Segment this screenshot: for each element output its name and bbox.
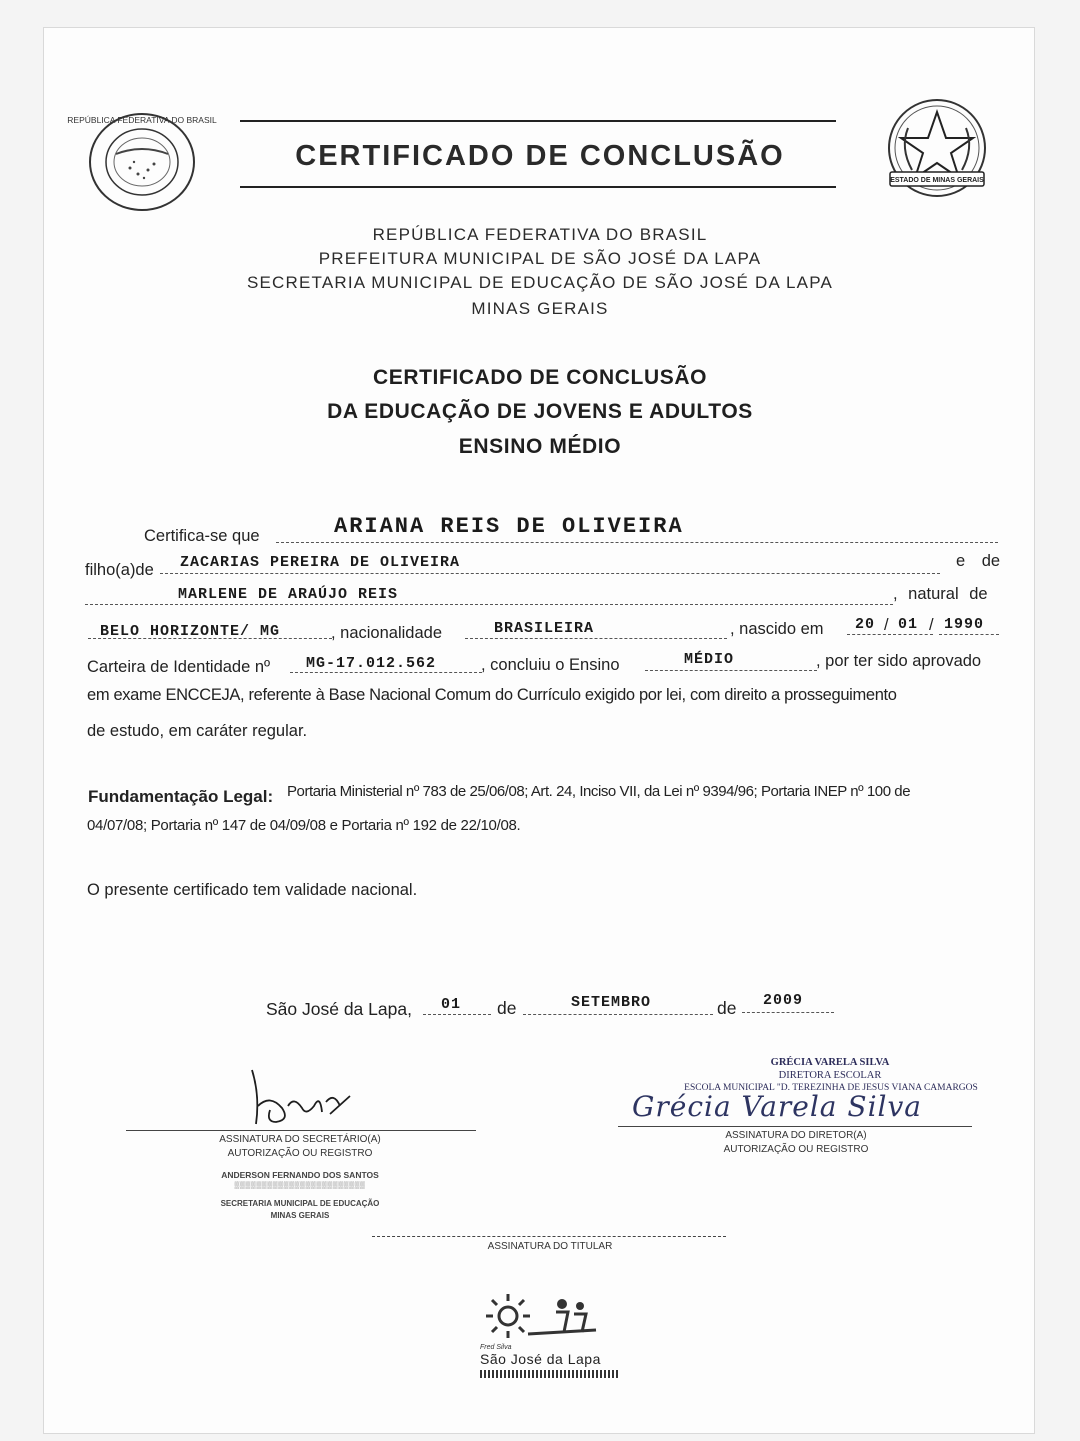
secretary-stamp-2: SECRETARIA MUNICIPAL DE EDUCAÇÃO xyxy=(220,1199,380,1208)
carteira-label: Carteira de Identidade nº xyxy=(87,658,271,676)
concluiu-label: , concluiu o Ensino xyxy=(481,656,620,674)
date-place: São José da Lapa, xyxy=(266,999,412,1019)
date-de-1: de xyxy=(497,998,517,1018)
director-signature: Grécia Varela Silva xyxy=(632,1090,923,1123)
id-number: MG-17.012.562 xyxy=(306,655,437,672)
nascido-label: , nascido em xyxy=(730,620,824,638)
id-underline xyxy=(290,672,482,673)
title-rule-top xyxy=(240,120,836,122)
header-line-4: MINAS GERAIS xyxy=(471,299,609,318)
holder-signature-line xyxy=(372,1236,726,1237)
date-day: 01 xyxy=(441,996,462,1013)
secretary-caption-2: AUTORIZAÇÃO OU REGISTRO xyxy=(227,1148,373,1159)
date-year: 2009 xyxy=(763,992,804,1009)
document-title: CERTIFICADO DE CONCLUSÃO xyxy=(295,140,785,172)
footer-logo-tagline-bar xyxy=(480,1370,620,1378)
e-de-label: e de xyxy=(956,552,1001,570)
validity-statement: O presente certificado tem validade nacional. xyxy=(87,881,418,899)
date-slash-1: / xyxy=(884,616,889,634)
footer-logo-small: Fred Silva xyxy=(480,1344,512,1351)
nationality: BRASILEIRA xyxy=(494,620,595,637)
republic-seal-icon xyxy=(67,110,217,214)
subtitle-line-3: ENSINO MÉDIO xyxy=(458,435,622,458)
subtitle-line-2: DA EDUCAÇÃO DE JOVENS E ADULTOS xyxy=(327,400,753,423)
mother-name: MARLENE DE ARAÚJO REIS xyxy=(178,586,399,603)
holder-caption: ASSINATURA DO TITULAR xyxy=(487,1241,613,1252)
birth-day: 20 xyxy=(855,616,876,633)
secretary-signature-mark xyxy=(230,1066,370,1138)
ensino-level: MÉDIO xyxy=(684,651,735,668)
secretary-stamp-3: MINAS GERAIS xyxy=(270,1211,330,1220)
secretary-stamp-1: ANDERSON FERNANDO DOS SANTOS xyxy=(221,1170,379,1180)
header-line-2: PREFEITURA MUNICIPAL DE SÃO JOSÉ DA LAPA xyxy=(318,249,762,268)
mother-underline xyxy=(85,604,893,605)
date-day-underline xyxy=(423,1014,491,1015)
date-year-underline xyxy=(742,1012,834,1013)
director-caption-2: AUTORIZAÇÃO OU REGISTRO xyxy=(723,1144,869,1155)
ensino-underline xyxy=(645,670,817,671)
header-line-3: SECRETARIA MUNICIPAL DE EDUCAÇÃO DE SÃO JOSÉ DA LAPA xyxy=(246,273,834,292)
secretary-caption-1: ASSINATURA DO SECRETÁRIO(A) xyxy=(219,1134,381,1145)
body-line-regular: de estudo, em caráter regular. xyxy=(87,722,308,740)
title-rule-bottom xyxy=(240,186,836,188)
legal-text-2: 04/07/08; Portaria nº 147 de 04/09/08 e Portaria nº 192 de 22/10/08. xyxy=(87,817,521,834)
legal-text-1: Portaria Ministerial nº 783 de 25/06/08; Art. 24, Inciso VII, da Lei nº 9394/96; Portaria INEP nº 100 de xyxy=(287,783,911,800)
left-seal-text: REPÚBLICA FEDERATIVA DO BRASIL xyxy=(67,115,217,125)
father-underline xyxy=(160,573,940,574)
nationality-underline xyxy=(465,638,727,639)
name-underline xyxy=(276,542,998,543)
aprovado-label: , por ter sido aprovado xyxy=(816,652,982,670)
header-line-1: REPÚBLICA FEDERATIVA DO BRASIL xyxy=(372,225,708,244)
date-month: SETEMBRO xyxy=(571,994,652,1011)
filho-label: filho(a)de xyxy=(85,561,154,579)
birth-month-underline xyxy=(893,634,933,635)
birthplace: BELO HORIZONTE/ MG xyxy=(100,623,281,640)
legal-label: Fundamentação Legal: xyxy=(88,787,274,806)
director-signature-line xyxy=(618,1126,972,1127)
birth-year: 1990 xyxy=(944,616,985,633)
director-stamp-school: ESCOLA MUNICIPAL "D. TEREZINHA DE JESUS VIANA CAMARGOS xyxy=(684,1083,978,1093)
director-stamp-name: GRÉCIA VARELA SILVA xyxy=(770,1057,890,1068)
nacionalidade-label: , nacionalidade xyxy=(331,624,443,642)
right-seal-text: ESTADO DE MINAS GERAIS xyxy=(890,177,984,184)
father-name: ZACARIAS PEREIRA DE OLIVEIRA xyxy=(180,554,461,571)
body-line-encceja: em exame ENCCEJA, referente à Base Nacional Comum do Currículo exigido por lei, com direito a prosseguimento xyxy=(87,686,897,704)
footer-logo-city: São José da Lapa xyxy=(480,1351,601,1367)
date-slash-2: / xyxy=(929,616,934,634)
secretary-signature-line xyxy=(126,1130,476,1131)
director-stamp-role: DIRETORA ESCOLAR xyxy=(778,1070,882,1081)
certifica-label: Certifica-se que xyxy=(144,527,260,545)
minas-gerais-seal-icon xyxy=(878,98,996,206)
date-month-underline xyxy=(523,1014,713,1015)
birth-year-underline xyxy=(939,634,999,635)
date-de-2: de xyxy=(717,998,737,1018)
city-logo-icon xyxy=(478,1290,598,1340)
holder-name: ARIANA REIS DE OLIVEIRA xyxy=(334,514,684,539)
birth-month: 01 xyxy=(898,616,919,633)
director-caption-1: ASSINATURA DO DIRETOR(A) xyxy=(725,1130,867,1141)
subtitle-line-1: CERTIFICADO DE CONCLUSÃO xyxy=(372,366,708,389)
natural-label: , natural de xyxy=(893,585,988,603)
secretary-stamp-smudge: ▒▒▒▒▒▒▒▒▒▒▒▒▒▒▒▒▒▒▒▒▒▒▒▒ xyxy=(234,1182,366,1189)
